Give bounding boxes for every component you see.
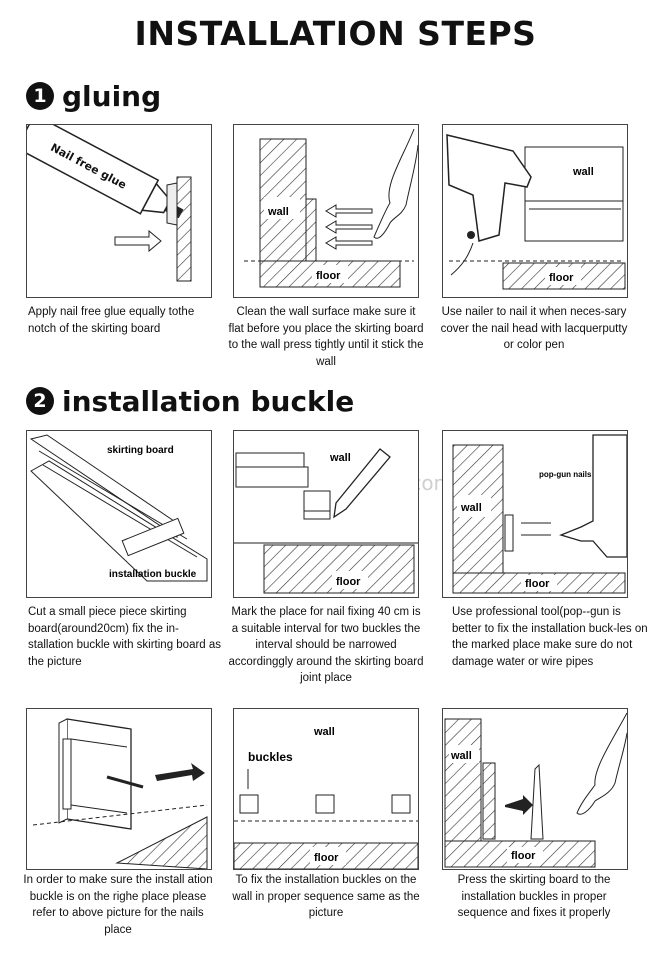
svg-text:wall: wall [268,206,289,218]
caption-step-7: In order to make sure the install ation buckle is on the righe place please refer to above picture for the nails place [23,874,213,936]
step-number-badge: 2 [26,387,54,415]
press-board-illustration [443,709,627,869]
panel-press-board [442,708,628,870]
buckle-nail-illustration [27,709,211,869]
caption-step-3: Use nailer to nail it when neces-sary cover the nail head with lacquerputty or color pen [440,306,628,351]
clean-wall-illustration [234,125,418,297]
panel-clean-wall [233,124,419,298]
svg-text:buckles: buckles [248,750,293,764]
popgun-illustration [443,431,627,597]
svg-text:floor: floor [511,850,536,862]
nailer-illustration [443,125,627,297]
section-title: gluing [62,79,162,113]
section-installation-buckle [26,381,354,421]
caption-step-5: Mark the place for nail fixing 40 cm is a suitable interval for two buckles the interval should be narrowed accordinggly around the skirting board joint place [228,606,424,684]
svg-text:pop-gun nails: pop-gun nails [539,470,592,479]
caption-step-2: Clean the wall surface make sure it flat before you place the skirting board to the wall press tightly until it stick the wall [228,306,424,368]
caption-step-8: To fix the installation buckles on the wall in proper sequence same as the picture [232,874,420,919]
panel-apply-glue [26,124,212,298]
svg-text:floor: floor [549,272,574,284]
caption-step-1: Apply nail free glue equally tothe notch of the skirting board [28,306,195,335]
panel-skirting-profile [26,430,212,598]
panel-popgun [442,430,628,598]
panel-nailer [442,124,628,298]
svg-text:wall: wall [330,452,351,464]
mark-place-illustration [234,431,418,597]
svg-text:wall: wall [451,750,472,762]
panel-mark-place [233,430,419,598]
svg-text:floor: floor [316,270,341,282]
skirting-profile-illustration [27,431,211,597]
panel-buckle-nail [26,708,212,870]
buckle-sequence-illustration [234,709,418,869]
page-title: INSTALLATION STEPS [134,14,537,53]
svg-text:floor: floor [525,578,550,590]
svg-text:wall: wall [314,726,335,738]
svg-text:skirting board: skirting board [107,445,174,456]
caption-step-4: Cut a small piece piece skirting board(around20cm) fix the in-stallation buckle with skirting board as the picture [28,606,222,668]
svg-text:floor: floor [314,852,339,864]
svg-text:wall: wall [461,502,482,514]
svg-text:wall: wall [573,166,594,178]
caption-step-6: Use professional tool(pop--gun is better to fix the installation buck-les on the marked place make sure do not damage water or wire pipes [452,606,648,668]
step-number-badge: 1 [26,82,54,110]
glue-tube-label: Nail free glue [48,140,129,192]
panel-buckle-sequence [233,708,419,870]
section-gluing [26,76,161,116]
caption-step-9: Press the skirting board to the installation buckles in proper sequence and fixes it properly [457,874,611,919]
svg-text:floor: floor [336,576,361,588]
glue-tube-illustration [27,125,211,297]
svg-text:installation buckle: installation buckle [109,569,197,580]
section-title: installation buckle [62,384,355,418]
